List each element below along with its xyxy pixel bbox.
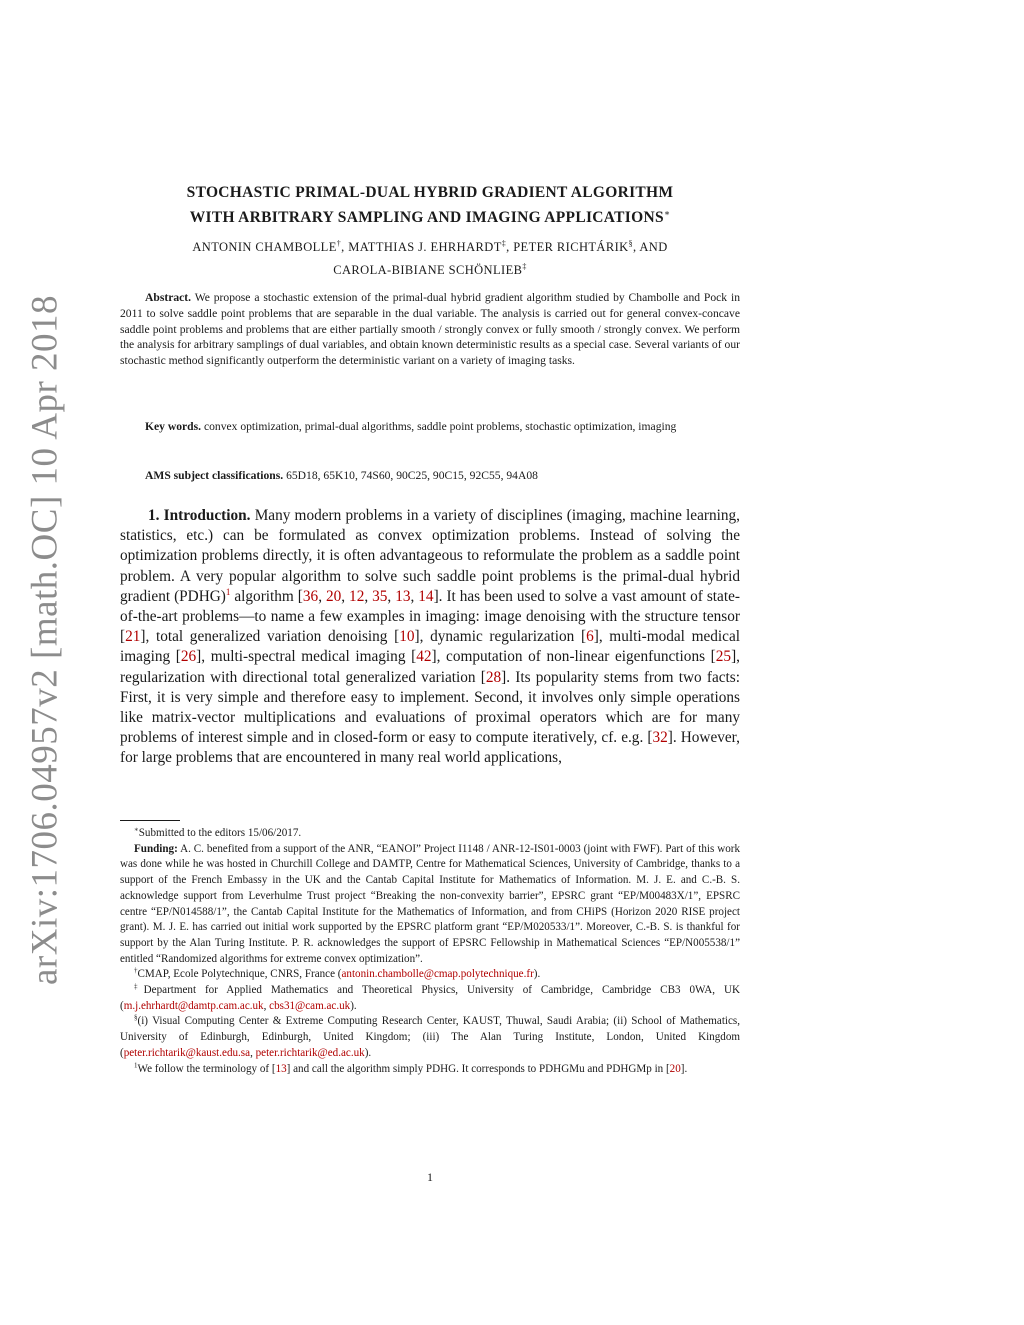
intro-text: ], multi-spectral medical imaging [ <box>196 648 417 666</box>
citation-link[interactable]: 28 <box>485 668 502 686</box>
footnote-ddagger <box>120 983 740 1014</box>
author-mark-ddagger: ‡ <box>522 262 527 272</box>
abstract-label: Abstract. <box>145 291 192 304</box>
footnote-submitted <box>120 826 740 842</box>
footnote-text: ] and call the algorithm simply PDHG. It corresponds to PDHGMu and PDHGMp in [ <box>286 1062 670 1075</box>
footnote-text: A. C. benefited from a support of the ANR, “EANOI” Project I1148 / ANR-12-IS01-0003 (joint with FWF). Part of this work was done while he was hosted in Churchill College and DAMTP, Centre for Mathematical Sciences, University of Cambridge, thanks to a support of the French Embassy in the UK and the Cantab Capital Institute for Mathematics of Information. M. J. E. and C.-B. S. acknowledge support from Leverhulme Trust project “Breaking the non-convexity barrier”, EPSRC grant “EP/M00483X/1”, EPSRC centre “EP/N014588/1”, the Cantab Capital Institute for the Mathematics of Information, and from CHiPS (Horizon 2020 RISE project grant). M. J. E. has carried out initial work supported by the EPSRC platform grant “EP/M020533/1”. Moreover, C.-B. S. is thankful for support by the Alan Turing Institute. P. R. acknowledges the support of EPSRC Fellowship in Mathematical Sciences “EP/N005538/1” entitled “Randomized algorithms for extreme convex optimization”. <box>120 842 740 965</box>
footnote-text: ). <box>364 1046 372 1059</box>
ams-text: 65D18, 65K10, 74S60, 90C25, 90C15, 92C55, 94A08 <box>286 469 538 482</box>
citation-link[interactable]: 42 <box>416 648 432 666</box>
author-richtarik: PETER RICHTÁRIK <box>513 240 629 255</box>
title-footnote-mark: ∗ <box>663 208 671 218</box>
footnote-1 <box>120 1062 740 1078</box>
intro-text: ]. It has been used to solve a vast amount of state-of-the-art problems—to name a few examples in imaging: image denoising with the structure tensor [ <box>120 587 740 646</box>
arxiv-sidebar <box>0 0 90 1325</box>
title-line-1: STOCHASTIC PRIMAL-DUAL HYBRID GRADIENT ALGORITHM <box>186 184 674 201</box>
footnote-text: ]. <box>680 1062 688 1075</box>
author-mark-section: § <box>628 239 633 248</box>
citation-link[interactable]: 13 <box>395 587 411 605</box>
citation-link[interactable]: 32 <box>652 729 668 747</box>
author-ehrhardt: MATTHIAS J. EHRHARDT <box>348 240 502 255</box>
footnote-text: We follow the terminology of [ <box>137 1062 276 1075</box>
author-separator: , <box>341 240 349 255</box>
footnote-dagger <box>120 967 740 983</box>
introduction-section: 1. Introduction. Many modern problems in a variety of disciplines (imaging, machine learning, statistics, etc.) can be formulated as convex optimization problems. Instead of solving the optimization problems directly, it is often advantageous to reformulate the problem as a saddle point problem. A very popular algorithm to solve such saddle point problems is the primal-dual hybrid gradient (PDHG)$^1$ algorithm [36, 20, 12, 35, 13, 14]. It has been used to solve a vast amount of state-of-the-art problems—to name a few examples in imaging: image denoising with the structure tensor [21], total generalized variation denoising [10], dynamic regularization [6], multi-modal medical imaging [26], multi-spectral medical imaging [42], computation of non-linear eigenfunctions [25], regularization with directional total generalized variation [28]. Its popularity stems from two facts: First, it is very simple and therefore easy to implement. Second, it involves only simple operations like matrix-vector multiplications and evaluations of proximal operators which are for many problems of interest simple and in closed-form or easy to compute iteratively, cf. e.g. [32]. However, for large problems that are encountered in many real world applications, <box>120 507 741 767</box>
footnote-mark: 1 <box>134 1060 138 1069</box>
author-line-1 <box>120 234 740 257</box>
citation-link[interactable]: 14 <box>418 587 434 605</box>
footnote-text: Submitted to the editors 15/06/2017. <box>138 827 302 839</box>
footnote-section <box>120 1014 740 1061</box>
ams-label: AMS subject classifications. <box>145 469 284 482</box>
author-line-2 <box>120 257 740 280</box>
footnote-mark: ‡ <box>134 982 144 991</box>
intro-text: ], multi-modal medical imaging [ <box>120 628 740 666</box>
citation-link[interactable]: 21 <box>125 628 141 646</box>
author-mark-ddagger: ‡ <box>501 239 507 248</box>
author-separator: , <box>506 240 514 255</box>
intro-text: ]. Its popularity stems from two facts: First, it is very simple and therefore easy to implement. Second, it involves only simple operations like matrix-vector multiplications and evaluations of proximal operators which are for many problems of interest simple and in closed-form or easy to compute iteratively, cf. e.g. [ <box>120 668 741 747</box>
intro-text: algorithm [ <box>230 587 303 605</box>
email-link[interactable]: antonin.chambolle@cmap.polytechnique.fr <box>341 968 534 981</box>
citation-link[interactable]: 36 <box>302 587 319 605</box>
email-link[interactable]: peter.richtarik@ed.ac.uk <box>255 1046 365 1059</box>
footnote-text: , <box>263 999 270 1012</box>
paper-title <box>120 182 740 228</box>
footnote-mark: ∗ <box>134 825 139 834</box>
footnote-link-1[interactable]: 1 <box>225 586 231 597</box>
intro-text: Many modern problems in a variety of disciplines (imaging, machine learning, statistics, etc.) can be formulated as convex optimization problems. Instead of solving the optimization problems directly, it is often advantageous to reformulate the problem as a saddle point problem. A very popular algorithm to solve such saddle point problems is the primal-dual hybrid gradient (PDHG) <box>120 507 740 605</box>
intro-text: ], computation of non-linear eigenfunctions [ <box>431 648 716 666</box>
author-list <box>120 234 740 280</box>
intro-text: ], dynamic regularization [ <box>414 628 587 646</box>
footnote-text: Department for Applied Mathematics and Theoretical Physics, University of Cambridge, Cambridge CB3 0WA, UK ( <box>120 984 740 1012</box>
citation-link[interactable]: 35 <box>372 587 388 605</box>
funding-label: Funding: <box>134 842 178 855</box>
citation-link[interactable]: 6 <box>586 628 594 646</box>
abstract <box>120 290 740 369</box>
abstract-text: We propose a stochastic extension of the primal-dual hybrid gradient algorithm studied by Chambolle and Pock in 2011 to solve saddle point problems that are separable in the dual variable. The analysis is carried out for general convex-concave saddle point problems and problems that are either partially smooth / strongly convex or fully smooth / strongly convex. We perform the analysis for arbitrary samplings of dual variables, and obtain known deterministic results as a special case. Several variants of our stochastic method significantly outperform the deterministic variant on a variety of imaging tasks. <box>120 291 740 368</box>
footnote-text: (i) Visual Computing Center & Extreme Computing Research Center, KAUST, Thuwal, Saudi Arabia; (ii) School of Mathematics, University of Edinburgh, Edinburgh, United Kingdom; (iii) The Alan Turing Institute, London, United Kingdom ( <box>120 1015 740 1059</box>
ams-classification <box>120 468 740 484</box>
email-link[interactable]: cbs31@cam.ac.uk <box>269 999 351 1012</box>
email-link[interactable]: m.j.ehrhardt@damtp.cam.ac.uk <box>123 999 264 1012</box>
citation-link[interactable]: 13 <box>275 1062 287 1075</box>
footnote-rule <box>120 820 180 821</box>
author-mark-dagger: † <box>336 239 342 248</box>
footnote-text: ). <box>350 999 357 1012</box>
intro-text: ], regularization with directional total generalized variation [ <box>120 648 740 686</box>
author-schonlieb: CAROLA-BIBIANE SCHÖNLIEB <box>333 263 523 278</box>
title-line-2 <box>120 203 740 228</box>
citation-link[interactable]: 10 <box>399 628 415 646</box>
citation-link[interactable]: 25 <box>715 648 732 666</box>
footnote-text: CMAP, Ecole Polytechnique, CNRS, France ( <box>137 968 342 981</box>
section-heading: 1. Introduction. <box>148 507 251 524</box>
author-separator: , AND <box>632 240 668 255</box>
footnote-mark: § <box>134 1013 138 1022</box>
email-link[interactable]: peter.richtarik@kaust.edu.sa <box>123 1046 251 1059</box>
citation-link[interactable]: 26 <box>180 648 197 666</box>
citation-link[interactable]: 12 <box>349 587 365 605</box>
keywords-text: convex optimization, primal-dual algorithms, saddle point problems, stochastic optimization, imaging <box>203 420 677 433</box>
citation-link[interactable]: 20 <box>669 1062 681 1075</box>
keywords <box>120 419 740 435</box>
footnote-funding <box>120 842 740 968</box>
footnote-text: ). <box>533 968 541 981</box>
intro-text: ]. However, for large problems that are encountered in many real world applications, <box>120 729 740 767</box>
author-chambolle: ANTONIN CHAMBOLLE <box>192 240 337 255</box>
citation-link[interactable]: 20 <box>325 587 342 605</box>
arxiv-identifier: arXiv:1706.04957v2 [math.OC] 10 Apr 2018 <box>24 294 66 986</box>
intro-text: ], total generalized variation denoising [ <box>140 628 400 646</box>
title-line-2-text: WITH ARBITRARY SAMPLING AND IMAGING APPLICATIONS <box>189 209 664 227</box>
footnote-mark: † <box>134 966 138 975</box>
footnote-text: , <box>250 1046 256 1059</box>
page-number: 1 <box>427 1170 433 1184</box>
keywords-label: Key words. <box>145 420 202 433</box>
footnotes <box>120 826 740 1077</box>
